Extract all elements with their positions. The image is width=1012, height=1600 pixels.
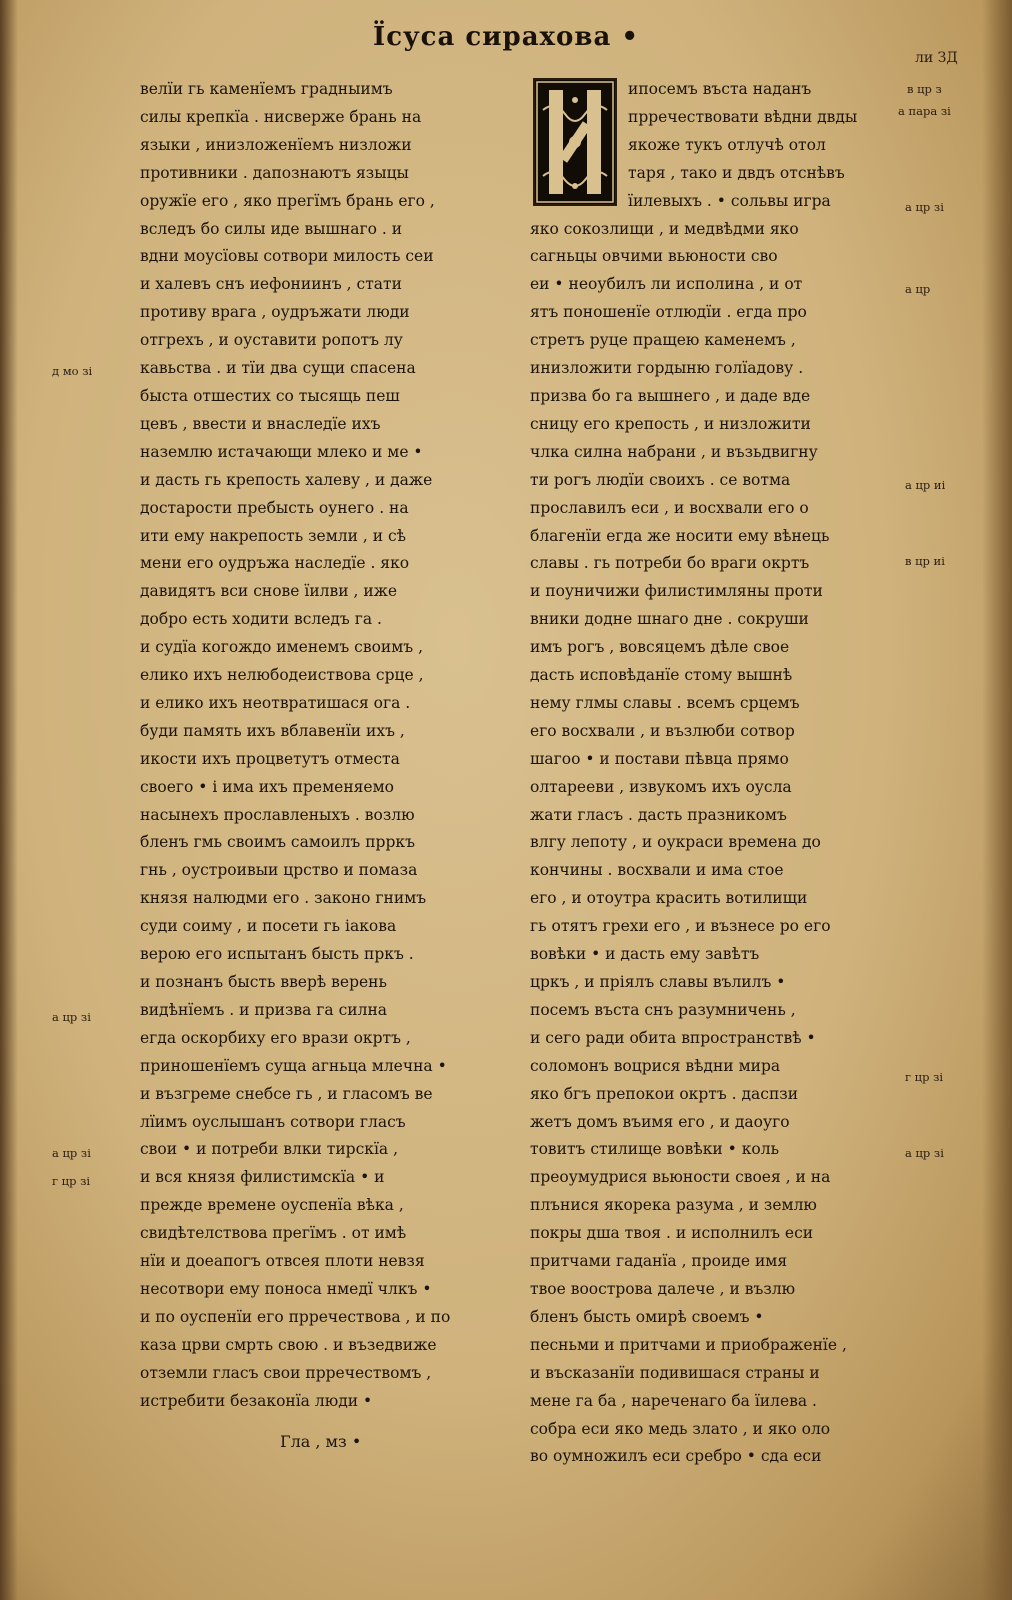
text-line: жетъ домъ въимя его , и даоуго (530, 1112, 790, 1131)
text-line: его , и отоутра красить вотилищи (530, 889, 808, 908)
text-line: видѣнїемъ . и призва га силна (140, 1000, 388, 1019)
text-line: своего • і има ихъ пременяемо (140, 777, 394, 796)
text-line: влгу лепоту , и оукраси времена до (530, 833, 821, 852)
text-line: мене га ба , нареченаго ба їилева . (530, 1391, 817, 1410)
margin-note: а цр зі (52, 1146, 91, 1160)
text-line: и поуничижи филистимляны проти (530, 582, 823, 601)
text-line: призва бо га вышнего , и даде вде (530, 386, 811, 405)
text-line: оружїе его , яко прегїмъ брань его , (140, 191, 435, 210)
text-line: покры дша твоя . и исполнилъ еси (530, 1224, 814, 1243)
text-line: достарости пребысть оунего . на (140, 498, 409, 517)
text-line: дасть исповѣданїе стому вышнѣ (530, 666, 793, 685)
text-line: свои • и потреби влки тирскїа , (140, 1140, 399, 1159)
text-line: сницу его крепость , и низложити (530, 414, 811, 433)
text-line: кончины . восхвали и има стое (530, 861, 784, 880)
text-line: и възгреме снебсе гь , и гласомъ ве (140, 1084, 433, 1103)
text-line: быста отшестих со тысящь пеш (140, 386, 400, 405)
text-line: и халевъ снъ иефониинъ , стати (140, 275, 402, 294)
text-line: товитъ стилище вовѣки • коль (530, 1140, 780, 1159)
text-line: прославилъ еси , и восхвали его о (530, 498, 809, 517)
text-line: стретъ руце пращею каменемъ , (530, 331, 796, 350)
text-line: вследъ бо силы иде вышнаго . и (140, 219, 403, 238)
text-line: сагньцы овчими вьюности сво (530, 247, 778, 266)
text-line: давидятъ вси снове їилви , иже (140, 582, 398, 601)
text-line: и елико ихъ неотвратишася ога . (140, 693, 411, 712)
text-line: гнь , оустроивыи црство и помаза (140, 861, 418, 880)
text-line: и вся князя филистимскїа • и (140, 1168, 385, 1187)
margin-note: г цр зі (905, 1070, 944, 1084)
text-line: жати гласъ . дасть празникомъ (530, 805, 787, 824)
text-line: во оумножилъ еси сребро • сда еси (530, 1447, 822, 1466)
text-line: яко бгъ препокои окртъ . даспзи (530, 1084, 799, 1103)
text-line: насынехъ прославленыхъ . возлю (140, 805, 415, 824)
text-line: елико ихъ нелюбодеиствова срце , (140, 666, 424, 685)
margin-note: а цр иі (905, 478, 946, 492)
text-line: еи • неоубилъ ли исполина , и от (530, 275, 803, 294)
margin-note: а цр зі (52, 1010, 91, 1024)
text-line: отгрехъ , и оуставити ропотъ лу (140, 331, 403, 350)
text-line: икости ихъ процветутъ отместа (140, 749, 400, 768)
text-line: и познанъ бысть вверѣ верень (140, 973, 387, 991)
text-line: имъ рогъ , вовсяцемъ дѣле свое (530, 638, 790, 657)
text-line: мени его оудръжа наследїе . яко (140, 554, 410, 573)
margin-note: в цр иі (905, 554, 945, 568)
text-line: ти рогъ людїи своихъ . се вотма (530, 470, 791, 489)
text-line: буди память ихъ вблавенїи ихъ , (140, 721, 405, 740)
page-edge-right (982, 0, 1012, 1600)
text-line: якоже тукъ отлучѣ отол (628, 135, 826, 154)
text-line: таря , тако и двдъ отснѣвъ (628, 163, 845, 182)
text-line: инизложити гордыню голїадову . (530, 359, 804, 378)
text-line: суди соиму , и посети гь іакова (140, 917, 397, 936)
text-line: ятъ поношенїе отлюдїи . егда про (530, 303, 807, 322)
text-line: противу врага , оудръжати люди (140, 303, 410, 322)
text-line: вники додне шнаго дне . сокруши (530, 610, 809, 629)
margin-note: г цр зі (52, 1174, 91, 1188)
folio-number: ли ЗД (915, 50, 958, 66)
text-line: прречествовати вѣдни двды (628, 107, 858, 126)
text-line: яко сокозлищи , и медвѣдми яко (530, 219, 799, 238)
text-line: егда оскорбиху его врази окртъ , (140, 1028, 411, 1047)
text-line: прежде времене оуспенїа вѣка , (140, 1196, 404, 1215)
text-line: плънися якорека разума , и землю (530, 1196, 817, 1215)
text-line: несотвори ему поноса нмедї члкъ • (140, 1279, 432, 1298)
text-line: истребити безаконїа люди • (140, 1391, 373, 1410)
text-line: и по оуспенїи его прречествова , и по (140, 1307, 451, 1326)
text-line: приношенїемъ суща агньца млечна • (140, 1056, 447, 1075)
text-line: благенїи егда же носити ему вѣнець (530, 526, 830, 545)
text-line: нему глмы славы . всемъ срцемъ (530, 693, 800, 712)
text-line: притчами гаданїа , проиде имя (530, 1252, 788, 1271)
text-line: цевъ , ввести и внаследїе ихъ (140, 414, 381, 433)
text-line: вдни моусїовы сотвори милость сеи (140, 247, 434, 266)
margin-note: а цр (905, 282, 931, 296)
text-line: кавьства . и тїи два сущи спасена (140, 359, 416, 378)
text-line: посемъ въста снъ разумничень , (530, 1000, 796, 1019)
left-text-column (140, 76, 505, 1416)
text-line: їилевыхъ . • сольвы игра (628, 191, 831, 210)
margin-note: в цр з (907, 82, 942, 96)
text-line: лїимъ оуслышанъ сотвори гласъ (140, 1112, 406, 1131)
margin-note: а цр зі (905, 1146, 944, 1160)
text-line: соломонъ воцрися вѣдни мира (530, 1056, 781, 1075)
text-line: песньми и притчами и приображенїе , (530, 1335, 847, 1354)
text-line: отземли гласъ свои прречествомъ , (140, 1363, 432, 1382)
margin-note: а пара зі (898, 104, 951, 118)
text-line: и судїа когождо именемъ своимъ , (140, 638, 424, 657)
text-line: нїи и доеапогъ отвсея плоти невзя (140, 1252, 425, 1271)
text-line: собра еси яко медь злато , и яко оло (530, 1419, 831, 1438)
text-line: бленъ бысть омирѣ своемъ • (530, 1307, 764, 1326)
text-line: ити ему накрепость земли , и сѣ (140, 526, 407, 545)
text-line: ипосемъ въста наданъ (628, 80, 812, 98)
text-line: цркъ , и пріялъ славы вълилъ • (530, 973, 786, 991)
text-line: добро есть ходити вследъ га . (140, 610, 382, 629)
text-line: олтарееви , извукомъ ихъ оусла (530, 777, 792, 796)
text-line: силы крепкїа . нисверже брань на (140, 107, 422, 126)
text-line: и въсказанїи подивишася страны и (530, 1363, 820, 1382)
catchword-footer: Гла , мз • (280, 1432, 362, 1451)
text-line: гь отятъ грехи его , и възнесе ро его (530, 917, 831, 936)
margin-note: а цр зі (905, 200, 944, 214)
text-line: князя налюдми его . законо гнимъ (140, 889, 427, 908)
text-line: языки , инизложенїемъ низложи (140, 135, 412, 154)
text-line: велїи гь каменїемъ градныимъ (140, 80, 393, 98)
right-text-column (530, 76, 892, 1471)
text-line: бленъ гмь своимъ самоилъ прркъ (140, 833, 415, 852)
text-line: шагоо • и постави пѣвца прямо (530, 749, 789, 768)
text-line: члка силна набрани , и възьдвигну (530, 442, 818, 461)
text-line: наземлю истачающи млеко и ме • (140, 442, 423, 461)
text-line: противники . дапознаютъ языцы (140, 163, 409, 182)
page-edge-left (0, 0, 18, 1600)
text-line: твое воострова далече , и възлю (530, 1279, 796, 1298)
text-line: свидѣтелствова прегїмъ . от имѣ (140, 1224, 407, 1243)
margin-note: д мо зі (52, 364, 93, 378)
text-line: каза црви смрть свою . и възедвиже (140, 1335, 437, 1354)
text-line: преоумудрися вьюности своея , и на (530, 1168, 831, 1187)
text-line: верою его испытанъ бысть пркъ . (140, 945, 414, 964)
text-line: славы . гь потреби бо враги окртъ (530, 554, 810, 573)
text-line: и сего ради обита впространствѣ • (530, 1028, 816, 1047)
text-line: и дасть гь крепость халеву , и даже (140, 470, 433, 489)
running-title: Їсуса сирахова • (373, 22, 639, 52)
text-line: вовѣки • и дасть ему завѣтъ (530, 945, 760, 964)
text-line: его восхвали , и възлюби сотвор (530, 721, 795, 740)
